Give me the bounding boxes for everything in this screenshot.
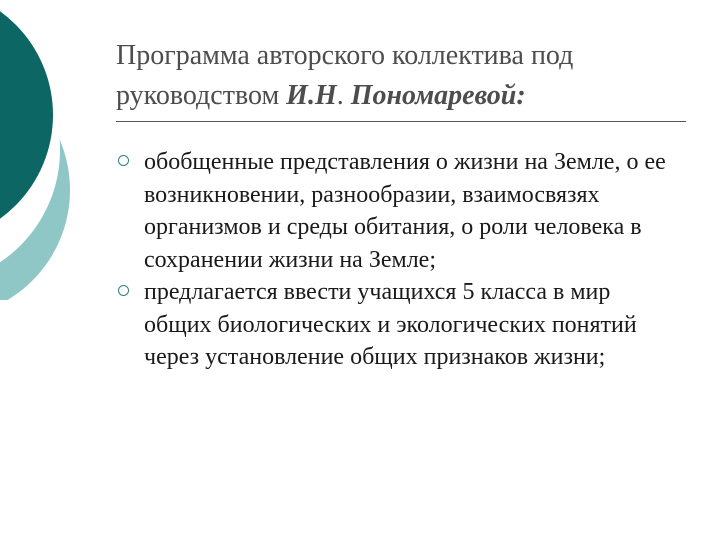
decorative-circles: [0, 0, 120, 300]
bullet-text: обобщенные представления о жизни на Земле, о ее возникновении, разнообразии, взаимосвязях организмов и среды обитания, о роли человека в сохранении жизни на Земле;: [144, 149, 666, 273]
title-line-2-prefix: руководством: [116, 80, 287, 111]
circle-bullet-icon: [118, 155, 129, 166]
bullet-list: [118, 146, 678, 374]
bullet-text: предлагается ввести учащихся 5 класса в мир общих биологических и экологических понятий через установление общих признаков жизни;: [144, 279, 637, 370]
slide-title: [116, 36, 696, 116]
title-author-surname: Пономаревой:: [343, 80, 526, 111]
circle-bullet-icon: [118, 285, 129, 296]
bullet-item: [118, 276, 678, 374]
title-author-initials: И.Н: [286, 80, 337, 111]
title-divider: [116, 121, 686, 122]
bullet-item: [118, 146, 678, 276]
title-line-1: Программа авторского коллектива под: [116, 40, 574, 71]
title-dot: .: [336, 80, 344, 111]
